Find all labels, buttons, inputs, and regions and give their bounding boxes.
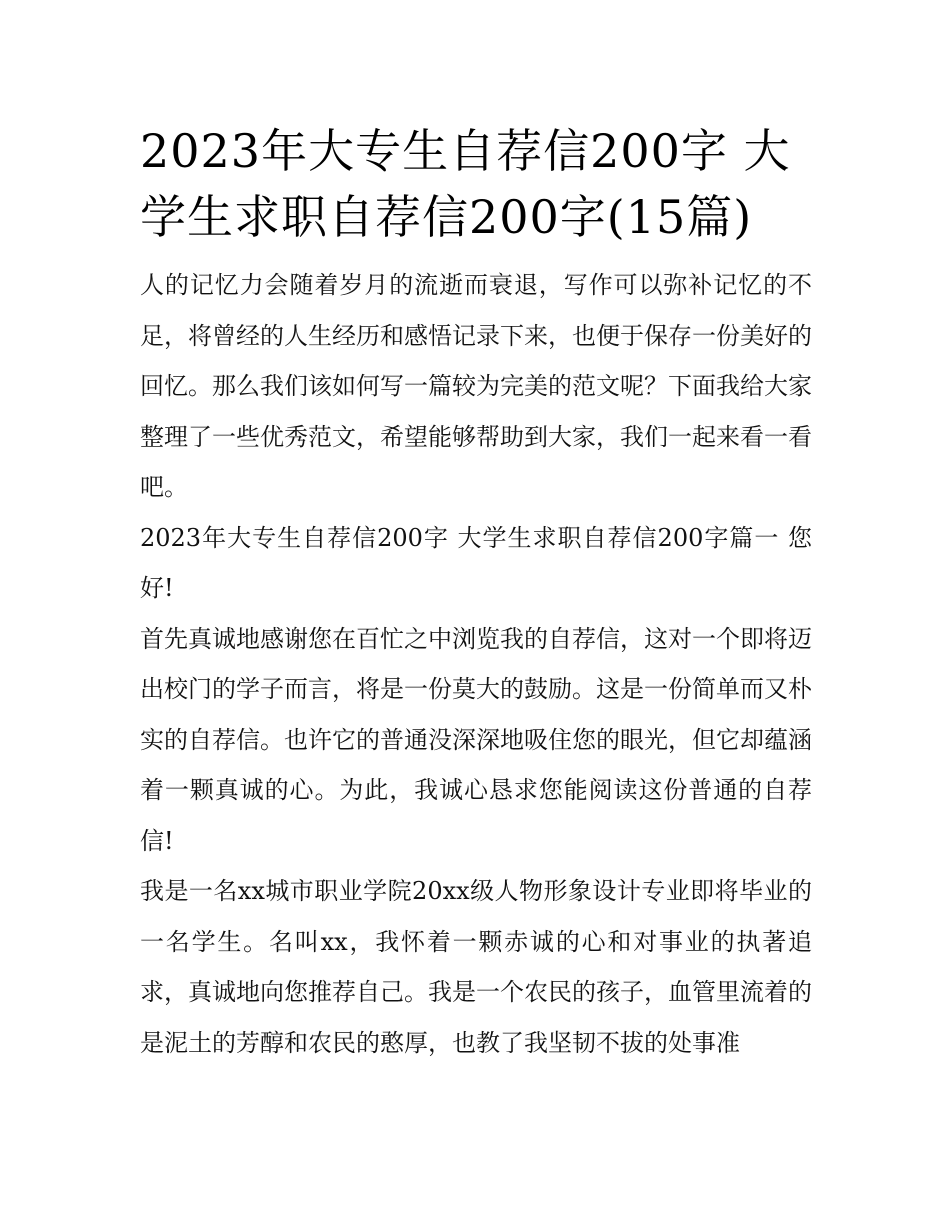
intro-paragraph: 人的记忆力会随着岁月的流逝而衰退，写作可以弥补记忆的不足，将曾经的人生经历和感悟记录下来，也便于保存一份美好的回忆。那么我们该如何写一篇较为完美的范文呢？下面我给大家整理了一些优秀范文，希望能够帮助到大家，我们一起来看一看吧。 xyxy=(140,271,812,501)
document-title: 2023年大专生自荐信200字 大学生求职自荐信200字(15篇) xyxy=(140,124,791,244)
body-paragraph: 我是一名xx城市职业学院20xx级人物形象设计专业即将毕业的一名学生。名叫xx，我怀着一颗赤诚的心和对事业的执著追求，真诚地向您推荐自己。我是一个农民的孩子，血管里流着的是泥土的芳醇和农民的憨厚，也教了我坚韧不拔的处事准 xyxy=(140,877,812,1057)
document-body xyxy=(140,118,812,1068)
body-paragraph: 首先真诚地感谢您在百忙之中浏览我的自荐信，这对一个即将迈出校门的学子而言，将是一份莫大的鼓励。这是一份简单而又朴实的自荐信。也许它的普通没深深地吸住您的眼光，但它却蕴涵着一颗真诚的心。为此，我诚心恳求您能阅读这份普通的自荐信! xyxy=(140,624,812,855)
section-heading-paragraph: 2023年大专生自荐信200字 大学生求职自荐信200字篇一 您好! xyxy=(140,523,812,602)
